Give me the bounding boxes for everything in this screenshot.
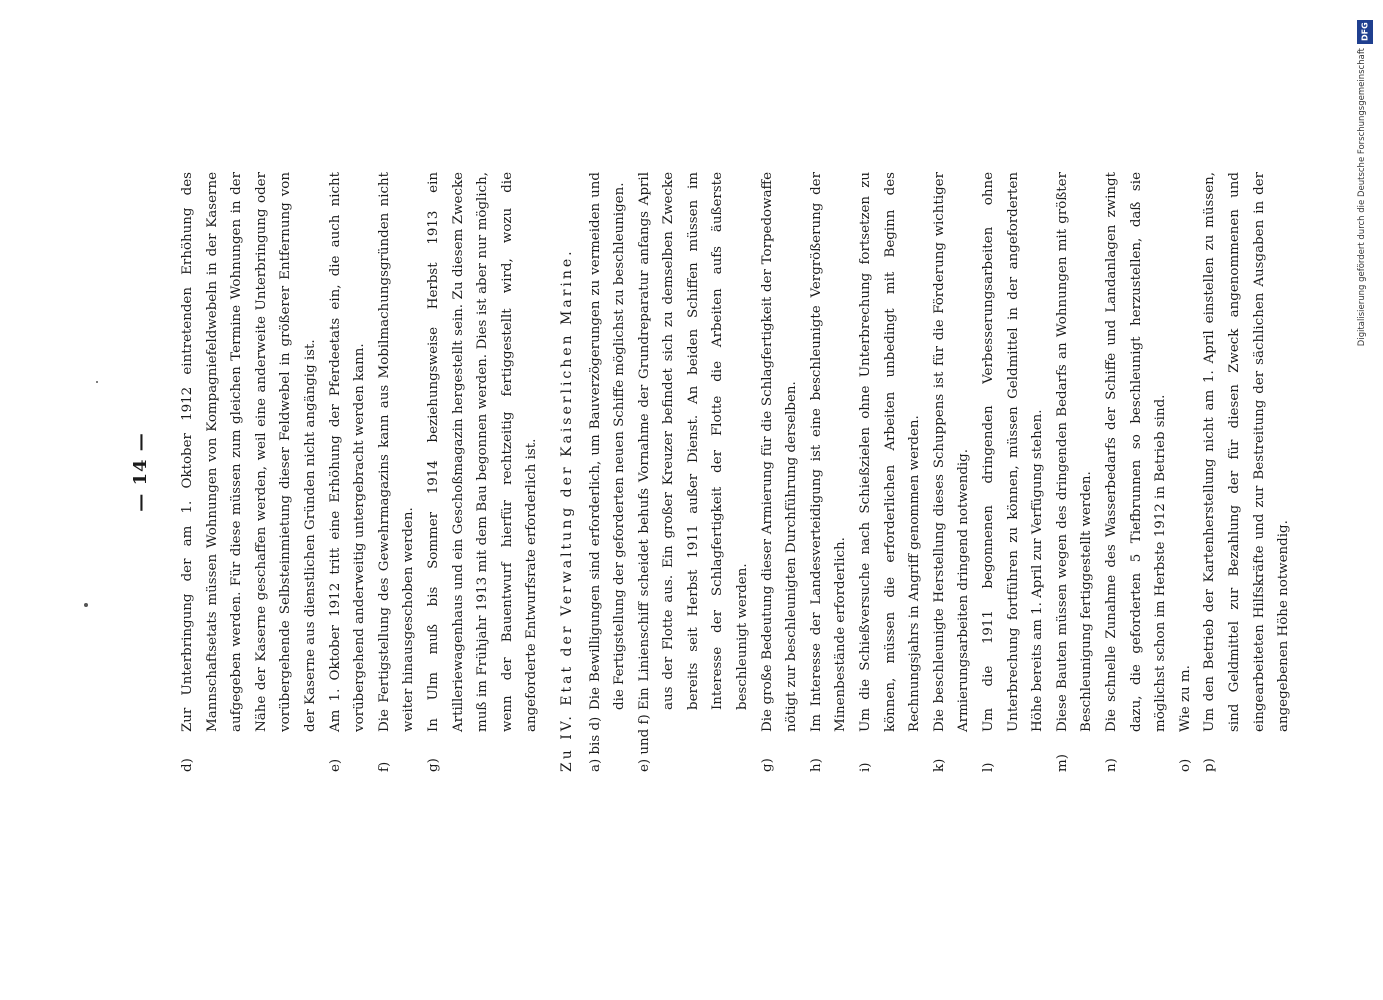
list-item <box>324 172 373 772</box>
item-text: Wie zu m. <box>1177 665 1193 732</box>
item-label: f) <box>376 761 392 772</box>
scan-speck <box>96 381 98 383</box>
list-item <box>1174 172 1199 772</box>
item-text: Diese Bauten müssen wegen des dringenden Bedarfs an Wohnungen mit größter Beschleunigung fertiggestellt werden. <box>1054 172 1095 732</box>
item-label: e) und f) <box>636 714 652 772</box>
rotated-document-page <box>130 172 1292 772</box>
item-text: Die beschleunigte Herstellung dieses Schuppens ist für die Förderung wichtiger Armierungsarbeiten dringend notwendig. <box>931 172 972 732</box>
item-label: e) <box>327 758 343 772</box>
list-item <box>422 172 545 772</box>
dfg-logo-icon: DFG <box>1357 20 1373 44</box>
item-text: Die große Bedeutung dieser Armierung für die Schlagfertigkeit der Torpedowaffe nötigt zur beschleunigten Durchführung derselben. <box>759 172 800 732</box>
page-number: — 14 — <box>130 432 151 512</box>
item-text: Die Bewilligungen sind erforderlich, um Bauverzögerungen zu vermeiden und die Fertigstellung der geforderten neuen Schiffe möglichst zu beschleunigen. <box>587 172 628 710</box>
item-text: Ein Linienschiff scheidet behufs Vornahme der Grundreparatur anfangs April aus der Flotte aus. Ein großer Kreuzer befindet sich zu demselben Zwecke bereits seit Herbst 1911 außer Dienst. An beiden Schiffen müssen im Interesse der Schlagfertigkeit der Flotte die Arbeiten aufs äußerste beschleunigt werden. <box>636 172 751 710</box>
section-iv-list <box>584 172 1297 772</box>
item-text: Um die 1911 begonnenen dringenden Verbesserungsarbeiten ohne Unterbrechung fortführen zu können, müssen Geldmittel in der angeforderten Höhe bereits am 1. April zur Verfügung stehen. <box>981 172 1046 732</box>
item-text: Im Interesse der Landesverteidigung ist eine beschleunigte Vergrößerung der Minenbestände erforderlich. <box>808 172 849 732</box>
list-item <box>176 172 324 772</box>
item-text: Um den Betrieb der Kartenherstellung nicht am 1. April einstellen zu müssen, sind Geldmittel zur Bezahlung der für diesen Zweck angenommenen und eingearbeiteten Hilfskräfte und zur Bestreitung der sächlichen Ausgaben in der angegebenen Höhe notwendig. <box>1202 172 1292 732</box>
list-item <box>1100 172 1174 772</box>
item-text: Die schnelle Zunahme des Wasserbedarfs der Schiffe und Landanlagen zwingt dazu, die geforderten 5 Tiefbrunnen so beschleunigt herzustellen, daß sie möglichst schon im Herbste 1912 in Betrieb sind. <box>1103 172 1169 732</box>
item-text: Am 1. Oktober 1912 tritt eine Erhöhung der Pferdeetats ein, die auch nicht vorübergehend anderweitig untergebracht werden kann. <box>327 172 368 732</box>
watermark-text: Digitalisierung gefördert durch die Deutsche Forschungsgemeinschaft <box>1357 48 1367 347</box>
list-item <box>854 172 928 772</box>
item-label: g) <box>759 758 775 772</box>
list-item <box>373 172 422 772</box>
item-text: Die Fertigstellung des Gewehrmagazins kann aus Mobilmachungsgründen nicht weiter hinausgeschoben werden. <box>376 172 417 732</box>
list-item <box>584 172 633 772</box>
list-item <box>633 172 756 772</box>
item-label: k) <box>931 758 947 772</box>
section-d-list <box>176 172 545 772</box>
item-label: g) <box>425 758 441 772</box>
list-item <box>977 172 1051 772</box>
list-item <box>805 172 854 772</box>
section-heading: Zu IV. Etat der Verwaltung der Kaiserlichen Marine. <box>558 248 575 772</box>
item-label: i) <box>858 762 874 772</box>
item-label: m) <box>1054 754 1070 772</box>
item-text: Zur Unterbringung der am 1. Oktober 1912 eintretenden Erhöhung des Mannschaftsetats müssen Wohnungen von Kompagniefeldwebeln in der Kaserne aufgegeben werden. Für diese müssen zum gleichen Termine Wohnungen in der Nähe der Kaserne geschaffen werden, weil eine anderweite Unterbringung oder vorübergehende Selbsteinmietung dieser Feldwebel in größerer Entfernung von der Kaserne aus dienstlichen Gründen nicht angängig ist. <box>180 172 318 732</box>
item-label: a) bis d) <box>587 716 603 772</box>
item-label: d) <box>180 758 195 772</box>
item-label: h) <box>808 758 824 772</box>
item-label: n) <box>1103 758 1119 772</box>
item-text: In Ulm muß bis Sommer 1914 beziehungsweise Herbst 1913 ein Artilleriewagenhaus und ein Geschoßmagazin hergestellt sein. Zu diesem Zwecke muß im Frühjahr 1913 mit dem Bau begonnen werden. Dies ist aber nur möglich, wenn der Bauentwurf hierfür rechtzeitig fertiggestellt wird, wozu die angeforderte Entwurfsrate erforderlich ist. <box>425 172 540 732</box>
document-body <box>176 172 1297 772</box>
list-item <box>1051 172 1100 772</box>
item-label: o) <box>1177 758 1193 772</box>
list-item <box>928 172 977 772</box>
list-item <box>756 172 805 772</box>
item-text: Um die Schießversuche nach Schießzielen ohne Unterbrechung fortsetzen zu können, müssen die erforderlichen Arbeiten unbedingt mit Beginn des Rechnungsjahrs in Angriff genommen werden. <box>858 172 923 732</box>
list-item <box>1198 172 1296 772</box>
item-label: l) <box>981 762 996 772</box>
digitization-watermark <box>1355 20 1375 390</box>
scan-speck <box>84 603 88 607</box>
item-label: p) <box>1202 758 1218 772</box>
